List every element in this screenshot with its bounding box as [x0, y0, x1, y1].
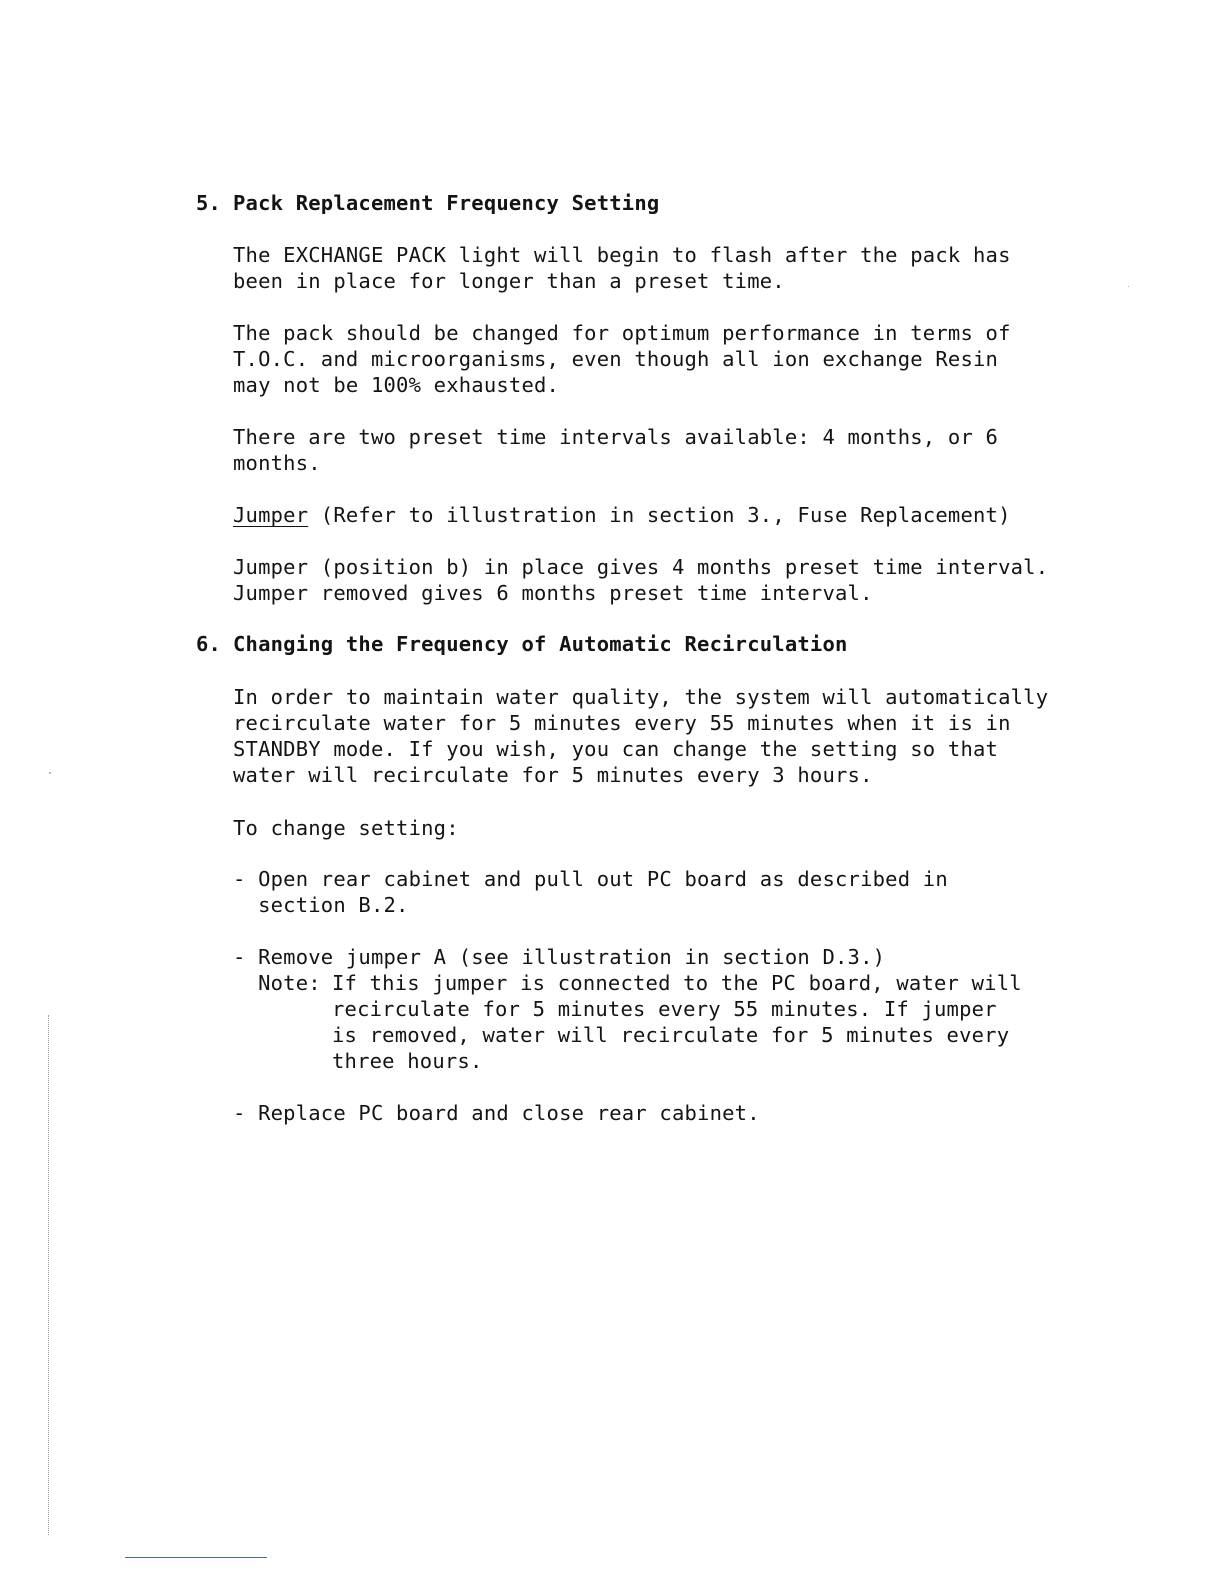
jumper-label: Jumper [233, 503, 309, 527]
section-5-p1-line-2: been in place for longer than a preset time. [233, 269, 785, 293]
note-line-1: If this jumper is connected to the PC board, water will [332, 971, 1022, 995]
section-5-p2-line-1: The pack should be changed for optimum performance in terms of [233, 321, 1011, 345]
section-6-p1-line-1: In order to maintain water quality, the system will automatically [233, 685, 1049, 709]
section-5-p3-line-1: There are two preset time intervals available: 4 months, or 6 [233, 425, 999, 449]
step-2: - Remove jumper A (see illustration in section D.3.) [233, 945, 886, 969]
section-5-p2-line-3: may not be 100% exhausted. [233, 373, 560, 397]
section-6-p1-line-2: recirculate water for 5 minutes every 55 minutes when it is in [233, 711, 1011, 735]
footer-rule [125, 1557, 267, 1558]
scan-edge-line [48, 1015, 49, 1535]
change-setting-intro: To change setting: [233, 816, 459, 840]
section-5-p4-line-2: Jumper removed gives 6 months preset time interval. [233, 581, 873, 605]
section-5-p4-line-1: Jumper (position b) in place gives 4 months preset time interval. [233, 555, 1049, 579]
scan-speck [1128, 286, 1129, 287]
section-6-number: 6. [196, 632, 222, 656]
step-1-line-1: - Open rear cabinet and pull out PC board as described in [233, 867, 948, 891]
section-6-p1-line-3: STANDBY mode. If you wish, you can change the setting so that [233, 737, 999, 761]
section-5-title: Pack Replacement Frequency Setting [233, 191, 660, 215]
step-3: - Replace PC board and close rear cabinet. [233, 1101, 760, 1125]
section-6-p1-line-4: water will recirculate for 5 minutes every 3 hours. [233, 763, 873, 787]
section-6-title: Changing the Frequency of Automatic Recirculation [233, 632, 848, 656]
section-5-p2-line-2: T.O.C. and microorganisms, even though all ion exchange Resin [233, 347, 999, 371]
jumper-reference: (Refer to illustration in section 3., Fuse Replacement) [308, 503, 1011, 527]
note-line-2: recirculate for 5 minutes every 55 minutes. If jumper [332, 997, 997, 1021]
step-1-line-2: section B.2. [233, 893, 409, 917]
jumper-reference-line [233, 502, 1011, 528]
section-5-number: 5. [196, 191, 222, 215]
note-line-3: is removed, water will recirculate for 5 minutes every [332, 1023, 1010, 1047]
section-5-p1-line-1: The EXCHANGE PACK light will begin to flash after the pack has [233, 243, 1011, 267]
note-line-4: three hours. [332, 1049, 483, 1073]
section-5-p3-line-2: months. [233, 451, 321, 475]
scan-speck [49, 772, 51, 774]
note-label: Note: [233, 971, 321, 995]
